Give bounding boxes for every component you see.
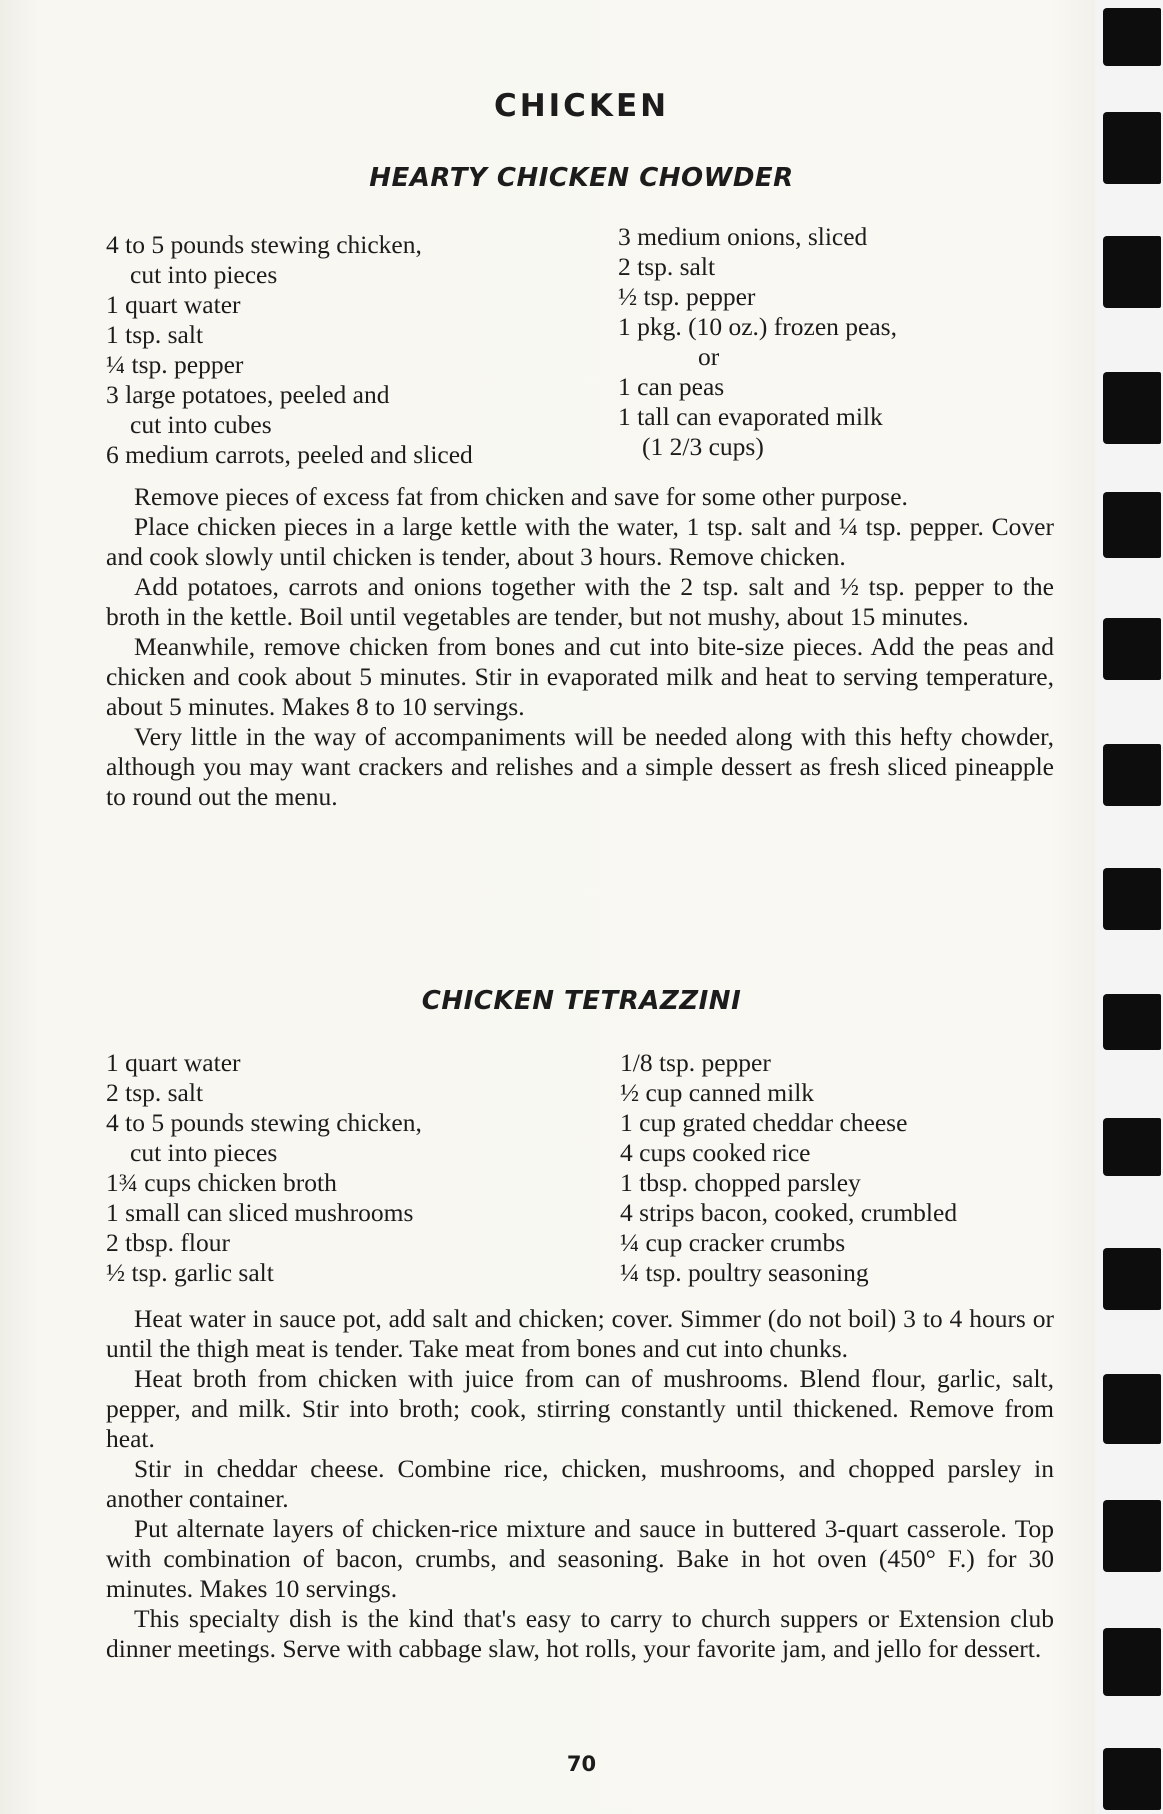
section-title: CHICKEN bbox=[493, 88, 670, 124]
direction-paragraph: Put alternate layers of chicken-rice mixture and sauce in buttered 3-quart casserole. Top with combination of bacon, crumbs, and seasoning. Bake in hot oven (450° F.) for 30 minutes. Makes 10 servings. bbox=[106, 1514, 1054, 1603]
ingredient: 1¾ cups chicken broth bbox=[106, 1168, 337, 1197]
direction-paragraph: Remove pieces of excess fat from chicken and save for some other purpose. bbox=[134, 482, 908, 511]
binding-ring bbox=[1103, 1628, 1161, 1696]
ingredients-left bbox=[106, 1048, 422, 1288]
direction-paragraph: Place chicken pieces in a large kettle with the water, 1 tsp. salt and ¼ tsp. pepper. Cover and cook slowly until chicken is tender, about 3 hours. Remove chicken. bbox=[106, 512, 1054, 571]
ingredient: 3 medium onions, sliced bbox=[618, 222, 868, 251]
ingredient: 4 strips bacon, cooked, crumbled bbox=[620, 1198, 958, 1227]
binding-ring bbox=[1103, 868, 1161, 930]
ingredient: ¼ tsp. pepper bbox=[106, 350, 244, 379]
ingredient: 1 quart water bbox=[106, 1048, 241, 1077]
ingredient: (1 2/3 cups) bbox=[642, 432, 764, 461]
ingredient: ½ tsp. pepper bbox=[618, 282, 756, 311]
ingredients-right bbox=[618, 222, 897, 462]
binding-ring bbox=[1103, 1374, 1161, 1444]
binding-ring bbox=[1103, 618, 1161, 680]
binding-ring bbox=[1103, 492, 1161, 558]
ingredient: 6 medium carrots, peeled and sliced bbox=[106, 440, 473, 469]
binding-ring bbox=[1103, 372, 1161, 444]
ingredients-left bbox=[106, 230, 473, 470]
direction-paragraph: Very little in the way of accompaniments will be needed along with this hefty chowder, although you may want crackers and relishes and a simple dessert as fresh sliced pineapple to round out the menu. bbox=[106, 722, 1054, 811]
ingredient: 2 tsp. salt bbox=[106, 1078, 204, 1107]
binding-ring bbox=[1103, 1118, 1161, 1176]
ingredient: 2 tbsp. flour bbox=[106, 1228, 230, 1257]
recipe-title: HEARTY CHICKEN CHOWDER bbox=[369, 163, 794, 193]
ingredient: or bbox=[698, 342, 720, 371]
direction-paragraph: Heat water in sauce pot, add salt and chicken; cover. Simmer (do not boil) 3 to 4 hours or until the thigh meat is tender. Take meat from bones and cut into chunks. bbox=[106, 1304, 1054, 1363]
ingredient: cut into pieces bbox=[130, 1138, 278, 1167]
binding-ring bbox=[1103, 8, 1161, 66]
ingredient: 3 large potatoes, peeled and bbox=[106, 380, 390, 409]
ingredient: ¼ cup cracker crumbs bbox=[620, 1228, 846, 1257]
ingredient: cut into cubes bbox=[130, 410, 272, 439]
ingredient: 1 tsp. salt bbox=[106, 320, 204, 349]
binding-ring bbox=[1103, 236, 1161, 308]
direction-paragraph: Stir in cheddar cheese. Combine rice, chicken, mushrooms, and chopped parsley in another container. bbox=[106, 1454, 1054, 1513]
binding-ring bbox=[1103, 1248, 1161, 1310]
recipe-title: CHICKEN TETRAZZINI bbox=[421, 986, 742, 1016]
ingredient: 4 cups cooked rice bbox=[620, 1138, 811, 1167]
ingredients-right bbox=[620, 1048, 957, 1288]
ingredient: ½ tsp. garlic salt bbox=[106, 1258, 274, 1287]
page-number: 70 bbox=[566, 1752, 597, 1776]
direction-paragraph: Meanwhile, remove chicken from bones and cut into bite-size pieces. Add the peas and chicken and cook about 5 minutes. Stir in evaporated milk and heat to serving temperature, about 5 minutes. Makes 8 to 10 servings. bbox=[106, 632, 1054, 721]
direction-paragraph: Add potatoes, carrots and onions together with the 2 tsp. salt and ½ tsp. pepper to the broth in the kettle. Boil until vegetables are tender, but not mushy, about 15 minutes. bbox=[106, 572, 1054, 631]
binding-ring bbox=[1103, 1500, 1161, 1572]
ingredient: 1 cup grated cheddar cheese bbox=[620, 1108, 908, 1137]
ingredient: 1 pkg. (10 oz.) frozen peas, bbox=[618, 312, 897, 341]
ingredient: 1 quart water bbox=[106, 290, 241, 319]
ingredient: ¼ tsp. poultry seasoning bbox=[620, 1258, 869, 1287]
ingredient: 1 tbsp. chopped parsley bbox=[620, 1168, 861, 1197]
ingredient: cut into pieces bbox=[130, 260, 278, 289]
binding-ring bbox=[1103, 744, 1161, 806]
direction-paragraph: Heat broth from chicken with juice from can of mushrooms. Blend flour, garlic, salt, pepper, and milk. Stir into broth; cook, stirring constantly until thickened. Remove from heat. bbox=[106, 1364, 1054, 1453]
ingredient: 2 tsp. salt bbox=[618, 252, 716, 281]
ingredient: 1 can peas bbox=[618, 372, 725, 401]
ingredient: 4 to 5 pounds stewing chicken, bbox=[106, 230, 422, 259]
direction-paragraph: This specialty dish is the kind that's easy to carry to church suppers or Extension club dinner meetings. Serve with cabbage slaw, hot rolls, your favorite jam, and jello for dessert. bbox=[106, 1604, 1054, 1663]
ingredient: 4 to 5 pounds stewing chicken, bbox=[106, 1108, 422, 1137]
ingredient: ½ cup canned milk bbox=[620, 1078, 815, 1107]
directions bbox=[106, 482, 1054, 812]
ingredient: 1 small can sliced mushrooms bbox=[106, 1198, 414, 1227]
ingredient: 1/8 tsp. pepper bbox=[620, 1048, 771, 1077]
ingredient: 1 tall can evaporated milk bbox=[618, 402, 883, 431]
directions bbox=[106, 1304, 1054, 1664]
